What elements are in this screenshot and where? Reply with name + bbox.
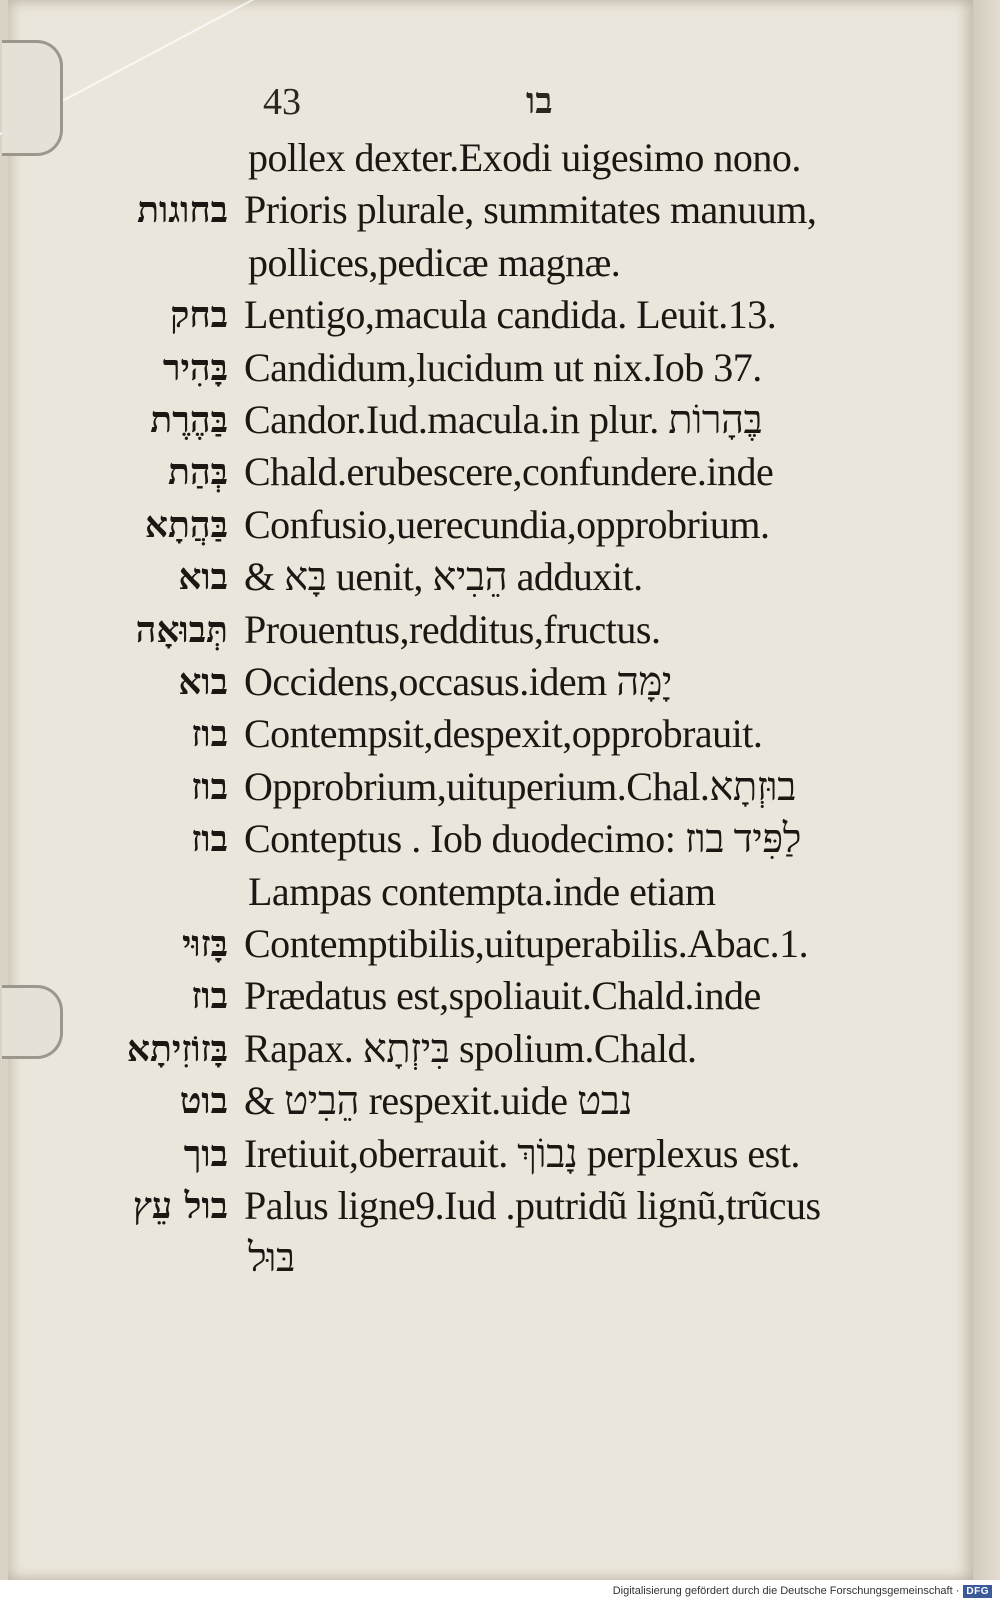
entry-line: [8, 604, 908, 656]
entry-headword: בָּזוּי: [181, 923, 228, 965]
entry-line: [8, 708, 908, 760]
entry-line: [8, 289, 908, 341]
entry-line: [8, 237, 908, 289]
entry-headword: בוא: [178, 661, 228, 703]
entry-definition: Lampas contempta.inde etiam: [248, 868, 716, 914]
entry-headword: בוא: [178, 556, 228, 599]
page-number: 43: [263, 81, 301, 123]
entry-definition: Opprobrium,uituperium.Chal.בוּזְתָא: [244, 763, 796, 809]
entry-line: [8, 866, 908, 918]
entry-line: [8, 813, 908, 865]
entry-definition: בּוּל: [248, 1235, 295, 1281]
entry-definition: Prædatus est,spoliauit.Chald.inde: [244, 973, 761, 1019]
entry-headword: בוז: [191, 975, 228, 1018]
entry-headword: בַּהֲתָא: [144, 503, 228, 546]
entry-line: [8, 132, 908, 184]
entry-definition: Palus ligne9.Iud .putridũ lignũ,trũcus: [244, 1183, 821, 1228]
entry-line: [8, 656, 908, 708]
entry-line: [8, 342, 908, 394]
entry-line: [8, 970, 908, 1022]
entry-definition: Chald.erubescere,confundere.inde: [244, 449, 774, 495]
entry-line: [8, 499, 908, 551]
entry-headword: בחוגות: [137, 189, 228, 232]
entry-line: [8, 918, 908, 970]
entry-definition: Candidum,lucidum ut nix.Iob 37.: [244, 344, 762, 390]
entry-line: [8, 1023, 908, 1075]
entry-headword: בְּהַת: [167, 451, 228, 494]
entry-headword: בוך: [183, 1132, 228, 1175]
entry-definition: & בָּא uenit, הֵבִיא adduxit.: [244, 554, 643, 600]
entry-headword: בוז: [191, 713, 228, 756]
entry-line: [8, 1128, 908, 1180]
entry-definition: & הֵבִיט respexit.uide נבט: [244, 1078, 633, 1124]
paper-fold-line: [0, 0, 463, 152]
entry-definition: Candor.Iud.macula.in plur. בֶּהָרוֹת: [244, 397, 763, 442]
entry-headword: בוז: [191, 818, 228, 861]
entry-definition: Contemptibilis,uituperabilis.Abac.1.: [244, 921, 809, 966]
entry-headword: בחק: [170, 294, 228, 337]
dfg-logo: DFG: [963, 1585, 992, 1598]
entry-headword: בָּהִיר: [162, 346, 228, 389]
entry-headword: בַּהֶרֶת: [150, 399, 228, 441]
entry-definition: Conteptus . Iob duodecimo: לַפִּיד בוז: [244, 816, 801, 862]
entry-headword: בול עֵץ: [132, 1185, 228, 1227]
entry-definition: Confusio,uerecundia,opprobrium.: [244, 501, 770, 547]
digitization-footer: [613, 1582, 992, 1600]
entry-line: [8, 184, 908, 236]
entry-line: [8, 394, 908, 446]
footer-credit: Digitalisierung gefördert durch die Deutsche Forschungsgemeinschaft ·: [612, 1585, 960, 1597]
entry-definition: pollices,pedicæ magnæ.: [248, 239, 621, 285]
entry-headword: תְּבוּאָה: [135, 608, 228, 651]
book-page: [8, 0, 973, 1580]
entry-definition: Occidens,occasus.idem יָמָּה: [244, 659, 672, 704]
entry-line: [8, 1075, 908, 1127]
entry-definition: Iretiuit,oberrauit. נָבוֹךְ perplexus est.: [244, 1130, 800, 1176]
entry-headword: בוט: [179, 1080, 228, 1123]
entry-definition: Lentigo,macula candida. Leuit.13.: [244, 292, 777, 338]
entry-headword: בָּזוֹזִיתָא: [126, 1027, 228, 1070]
entry-line: [8, 446, 908, 498]
entry-line: [8, 551, 908, 603]
entry-line: [8, 761, 908, 813]
running-head: בו: [526, 80, 553, 122]
entry-definition: Contempsit,despexit,opprobrauit.: [244, 711, 763, 757]
entry-headword: בוז: [191, 765, 228, 808]
entry-definition: Rapax. בִּיזְתָא spolium.Chald.: [244, 1025, 697, 1071]
entry-definition: Prioris plurale, summitates manuum,: [244, 187, 817, 233]
entry-definition: Prouentus,redditus,fructus.: [244, 606, 661, 652]
entry-line: [8, 1232, 908, 1284]
entry-line: [8, 1180, 908, 1232]
entry-definition: pollex dexter.Exodi uigesimo nono.: [248, 135, 801, 180]
facing-page-edge: [973, 0, 1000, 1580]
